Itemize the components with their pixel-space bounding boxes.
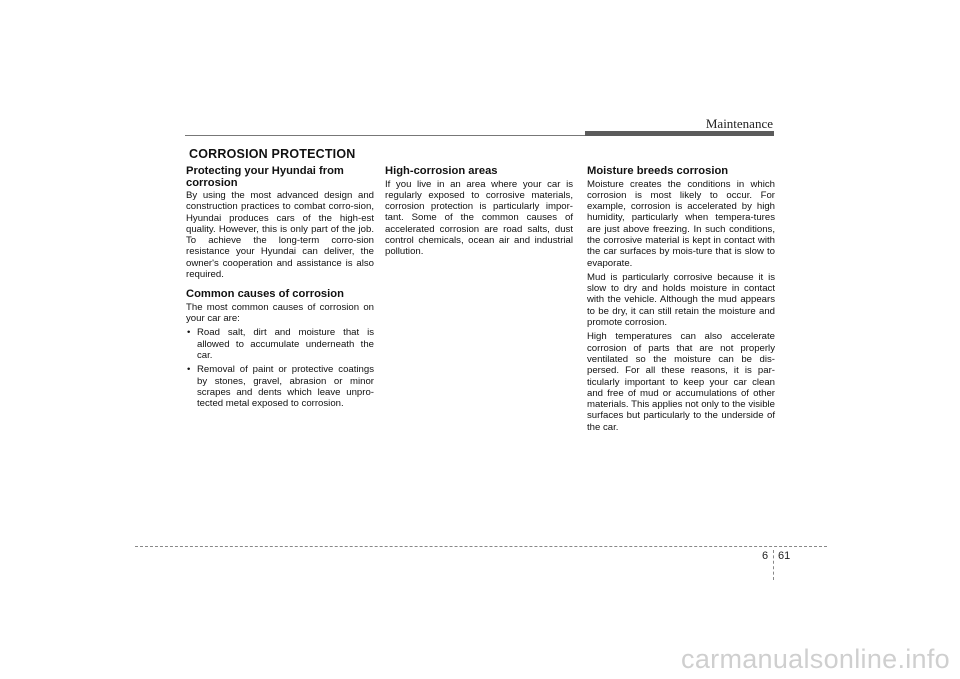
paragraph-moisture-1: Moisture creates the conditions in which corrosion is most likely to occur. For example, corrosion is accelerated by high humidity, particularly when tempera-tures are just above freezing. In such conditions, the corrosive material is kept in contact with the car surfaces by mois-ture that is slow to evaporate. [587,178,775,269]
footer-rule [135,546,827,547]
column-middle [385,166,573,261]
paragraph-moisture-2: Mud is particularly corrosive because it is slow to dry and holds moisture in contact with the vehicle. Although the mud appears to be dry, it can still retain the moisture and promote corrosion. [587,271,775,329]
page-title: CORROSION PROTECTION [189,147,356,161]
column-left [186,166,374,413]
bullet-icon: • [187,364,191,376]
heading-protecting: Protecting your Hyundai from corrosion [186,165,344,189]
paragraph-high-corrosion: If you live in an area where your car is regularly exposed to corrosive materials, corrosion protection is particularly impor-tant. Some of the common causes of accelerated corrosion are road salts, dust control chemicals, ocean air and industrial pollution. [385,178,573,258]
list-item-text: Road salt, dirt and moisture that is allowed to accumulate underneath the car. [197,327,374,362]
causes-list [186,327,374,409]
column-right [587,166,775,436]
page-number: 61 [778,550,791,562]
paragraph-common-causes: The most common causes of corrosion on your car are: [186,301,374,325]
list-item-text: Removal of paint or protective coatings by stones, gravel, abrasion or minor scrapes and dents which leave unpro-tected metal exposed to corrosion. [197,364,374,410]
paragraph-moisture-3: High temperatures can also accelerate corrosion of parts that are not properly ventilated so the moisture can be dis-persed. For all these reasons, it is par-ticularly important to keep your car clean and free of mud or accumulations of other materials. This applies not only to the visible surfaces but particularly to the underside of the car. [587,331,775,433]
heading-common-causes: Common causes of corrosion [186,288,344,301]
watermark: carmanualsonline.info [681,644,950,674]
list-item [186,327,374,361]
header-rule-accent [585,131,774,136]
paragraph-protecting: By using the most advanced design and construction practices to combat corro-sion, Hyundai produces cars of the high-est quality. However, this is only part of the job. To achieve the long-term corro-sion resistance your Hyundai can deliver, the owner's cooperation and assistance is also required. [186,190,374,281]
bullet-icon: • [187,327,191,339]
header-rule [185,135,585,136]
section-label: Maintenance [705,116,773,131]
heading-high-corrosion: High-corrosion areas [385,165,498,177]
list-item [186,364,374,409]
chapter-number: 6 [762,550,769,562]
heading-moisture: Moisture breeds corrosion [587,165,729,177]
page-number-divider [773,550,774,580]
